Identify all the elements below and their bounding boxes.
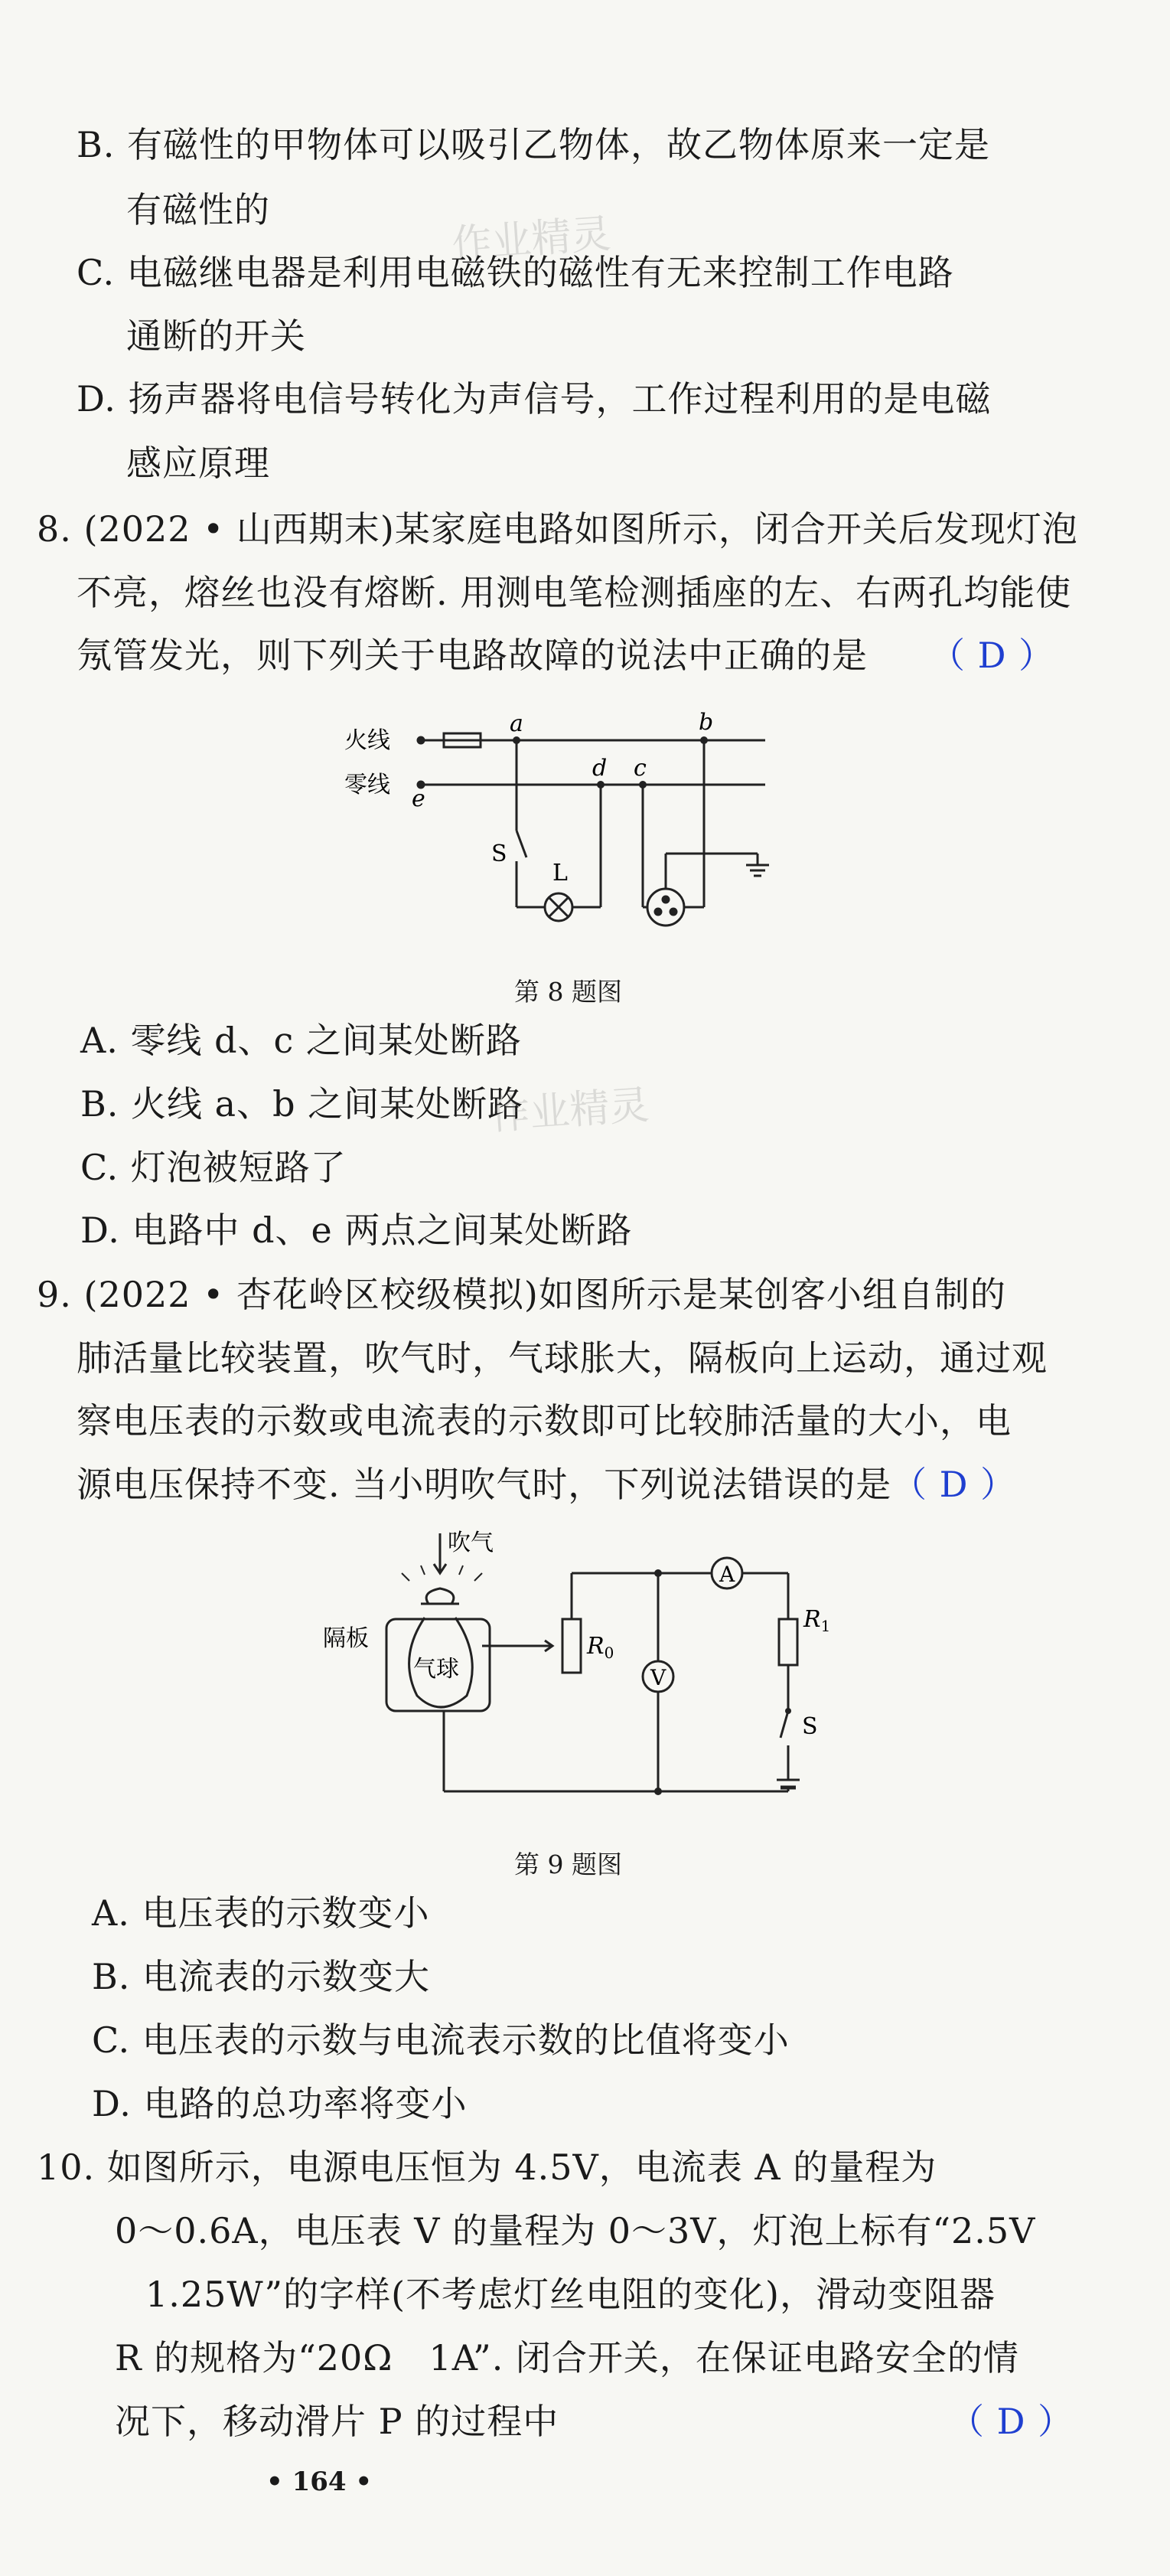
- r0-label: $R_0$: [587, 1633, 614, 1662]
- q10-stem-line1: 10. 如图所示，电源电压恒为 4.5V，电流表 A 的量程为: [37, 2147, 937, 2188]
- ammeter-label: A: [719, 1562, 735, 1587]
- q8-option-d: D. 电路中 d、e 两点之间某处断路: [80, 1210, 633, 1251]
- r1-label: $R_1$: [803, 1606, 831, 1635]
- q10-stem-line2: 0～0.6A，电压表 V 的量程为 0～3V，灯泡上标有“2.5V: [115, 2210, 1036, 2251]
- q9-option-b: B. 电流表的示数变大: [92, 1956, 431, 1997]
- q8-option-a: A. 零线 d、c 之间某处断路: [80, 1020, 522, 1061]
- q7-option-b-line1: B. 有磁性的甲物体可以吸引乙物体，故乙物体原来一定是: [77, 124, 991, 165]
- q9-stem-line3: 察电压表的示数或电流表的示数即可比较肺活量的大小，电: [77, 1400, 1012, 1441]
- q9-circuit-diagram: [321, 1527, 831, 1810]
- q9-figure-caption: 第 9 题图: [514, 1850, 622, 1879]
- partition-label: 隔板: [323, 1625, 369, 1652]
- q9-stem-line1: 9. (2022 • 杏花岭区校级模拟)如图所示是某创客小组自制的: [37, 1274, 1006, 1315]
- blow-label: 吹气: [448, 1530, 494, 1556]
- live-wire-label: 火线: [344, 727, 390, 754]
- q8-option-c: C. 灯泡被短路了: [80, 1147, 347, 1188]
- point-c-label: c: [634, 755, 647, 782]
- q10-stem-line5: 况下，移动滑片 P 的过程中: [115, 2401, 559, 2442]
- q7-option-b-line2: 有磁性的: [126, 189, 270, 230]
- point-d-label: d: [592, 755, 608, 782]
- page-number: • 164 •: [266, 2467, 373, 2497]
- q8-stem-line3: 氖管发光，则下列关于电路故障的说法中正确的是: [77, 635, 868, 676]
- q8-stem-line2: 不亮，熔丝也没有熔断. 用测电笔检测插座的左、右两孔均能使: [77, 572, 1072, 613]
- voltmeter-label: V: [650, 1665, 666, 1690]
- q8-answer: （ D ）: [930, 635, 1055, 676]
- q8-stem-line1: 8. (2022 • 山西期末)某家庭电路如图所示，闭合开关后发现灯泡: [37, 508, 1078, 550]
- q10-stem-line4: R 的规格为“20Ω 1A”. 闭合开关，在保证电路安全的情: [115, 2337, 1019, 2378]
- q9-stem-line4: 源电压保持不变. 当小明吹气时，下列说法错误的是: [77, 1464, 892, 1505]
- q8-circuit-diagram: [329, 708, 811, 953]
- q7-option-d-line1: D. 扬声器将电信号转化为声信号，工作过程利用的是电磁: [77, 378, 992, 420]
- q8-figure-caption: 第 8 题图: [514, 977, 622, 1007]
- q7-option-c-line1: C. 电磁继电器是利用电磁铁的磁性有无来控制工作电路: [77, 252, 954, 293]
- q9-option-d: D. 电路的总功率将变小: [92, 2083, 468, 2124]
- q9-option-c: C. 电压表的示数与电流表示数的比值将变小: [92, 2019, 790, 2061]
- q9-answer: （ D ）: [891, 1464, 1017, 1505]
- switch-label: S: [491, 841, 507, 867]
- watermark: 作业精灵: [488, 1082, 651, 1140]
- balloon-label: 气球: [413, 1656, 459, 1683]
- neutral-wire-label: 零线: [344, 772, 390, 798]
- q10-answer: （ D ）: [949, 2401, 1074, 2442]
- q9-option-a: A. 电压表的示数变小: [92, 1892, 430, 1934]
- q9-switch-label: S: [802, 1713, 818, 1740]
- q10-stem-line3: 1.25W”的字样(不考虑灯丝电阻的变化)，滑动变阻器: [145, 2274, 996, 2315]
- point-e-label: e: [412, 785, 425, 812]
- q7-option-d-line2: 感应原理: [126, 442, 270, 484]
- point-a-label: a: [510, 710, 523, 737]
- lamp-label: L: [552, 860, 568, 886]
- q8-option-b: B. 火线 a、b 之间某处断路: [80, 1083, 524, 1125]
- watermark: 作业精灵: [450, 211, 613, 269]
- q7-option-c-line2: 通断的开关: [126, 315, 306, 357]
- point-b-label: b: [699, 709, 714, 736]
- q9-stem-line2: 肺活量比较装置，吹气时，气球胀大，隔板向上运动，通过观: [77, 1337, 1048, 1379]
